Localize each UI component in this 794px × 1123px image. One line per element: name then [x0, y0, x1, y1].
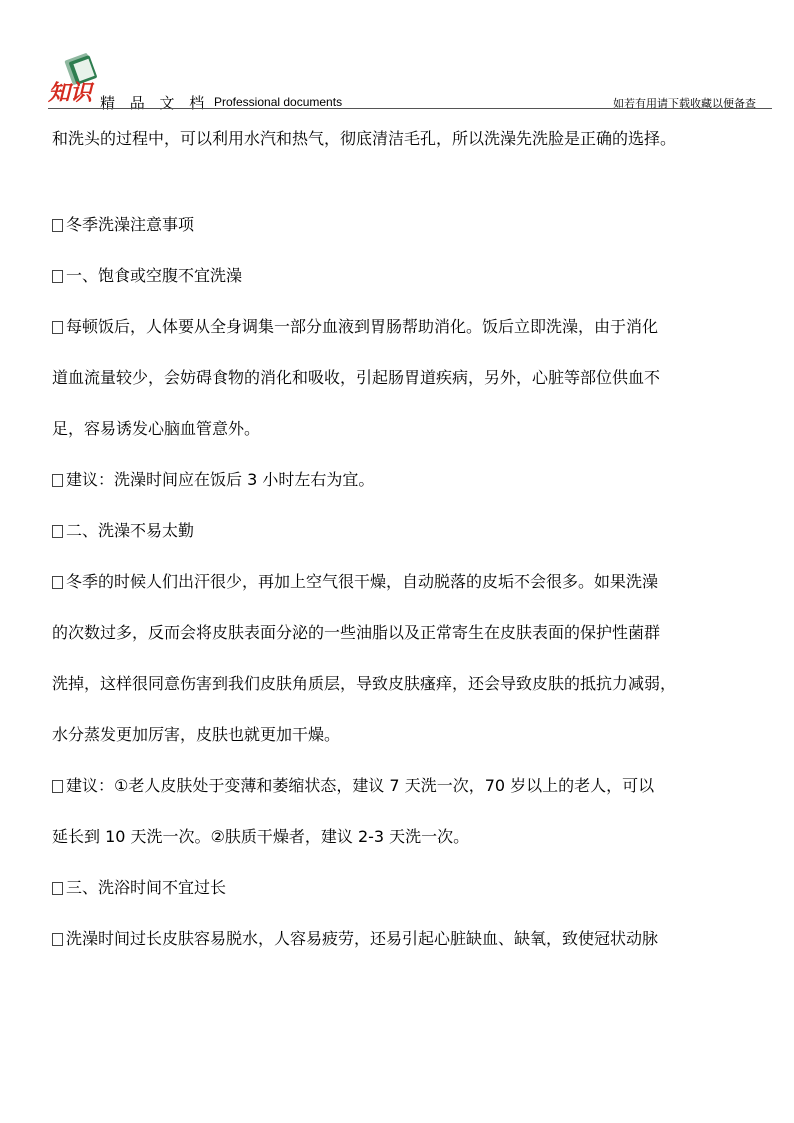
- header-title: 精 品 文 档: [100, 94, 210, 112]
- checkbox-glyph-icon: [52, 933, 63, 946]
- suggestion-line: 建议：①老人皮肤处于变薄和萎缩状态，建议 7 天洗一次，70 岁以上的老人，可以: [52, 768, 778, 803]
- book-logo-icon: [48, 52, 106, 106]
- paragraph-line: 的次数过多，反而会将皮肤表面分泌的一些油脂以及正常寄生在皮肤表面的保护性菌群: [52, 623, 661, 642]
- header-note: 如若有用请下载收藏以便备查: [613, 97, 756, 110]
- paragraph-line: 洗掉，这样很同意伤害到我们皮肤角质层，导致皮肤瘙痒，还会导致皮肤的抵抗力减弱，: [52, 674, 677, 693]
- document-body: [52, 121, 778, 956]
- section-heading: 冬季洗澡注意事项: [52, 207, 778, 242]
- logo-text: 知识: [48, 80, 93, 106]
- page-header: [48, 52, 772, 112]
- subsection-heading: 一、饱食或空腹不宜洗澡: [52, 258, 778, 293]
- checkbox-glyph-icon: [52, 780, 63, 793]
- checkbox-glyph-icon: [52, 882, 63, 895]
- suggestion-line: 建议：洗澡时间应在饭后 3 小时左右为宜。: [52, 462, 778, 497]
- subsection-heading: 三、洗浴时间不宜过长: [52, 870, 778, 905]
- checkbox-glyph-icon: [52, 321, 63, 334]
- header-divider: [48, 108, 772, 109]
- paragraph-line: 足，容易诱发心脑血管意外。: [52, 419, 261, 438]
- checkbox-glyph-icon: [52, 270, 63, 283]
- header-subtitle: Professional documents: [214, 95, 343, 109]
- paragraph-line: 水分蒸发更加厉害，皮肤也就更加干燥。: [52, 725, 341, 744]
- paragraph-line: 冬季的时候人们出汗很少，再加上空气很干燥，自动脱落的皮垢不会很多。如果洗澡: [52, 564, 778, 599]
- paragraph-line: 每顿饭后，人体要从全身调集一部分血液到胃肠帮助消化。饭后立即洗澡，由于消化: [52, 309, 778, 344]
- checkbox-glyph-icon: [52, 525, 63, 538]
- paragraph-line: 洗澡时间过长皮肤容易脱水，人容易疲劳，还易引起心脏缺血、缺氧，致使冠状动脉: [52, 921, 778, 956]
- checkbox-glyph-icon: [52, 474, 63, 487]
- subsection-heading: 二、洗澡不易太勤: [52, 513, 778, 548]
- suggestion-line: 延长到 10 天洗一次。②肤质干燥者，建议 2-3 天洗一次。: [52, 827, 470, 846]
- checkbox-glyph-icon: [52, 219, 63, 232]
- checkbox-glyph-icon: [52, 576, 63, 589]
- paragraph-line: 道血流量较少，会妨碍食物的消化和吸收，引起肠胃道疾病，另外，心脏等部位供血不: [52, 368, 661, 387]
- paragraph-line: 和洗头的过程中，可以利用水汽和热气，彻底清洁毛孔，所以洗澡先洗脸是正确的选择。: [52, 129, 677, 148]
